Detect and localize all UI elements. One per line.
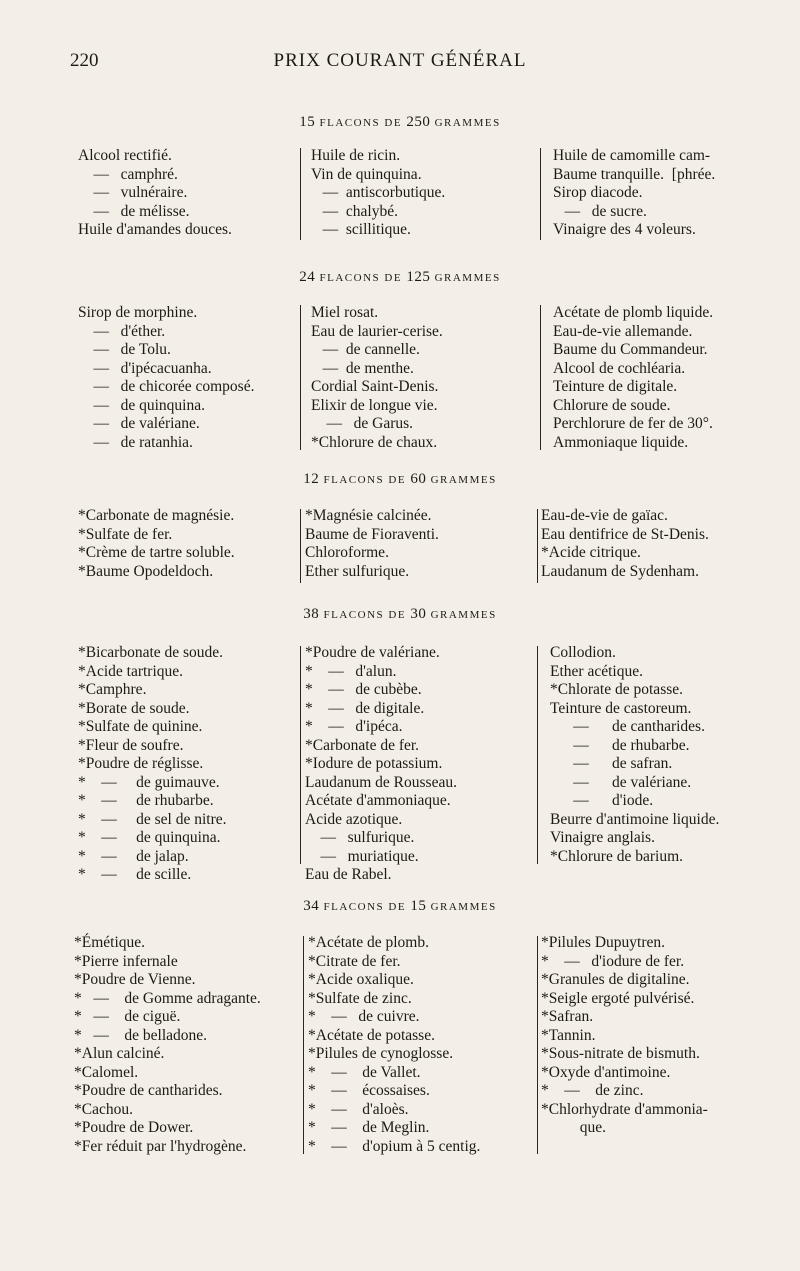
list-item: *Chlorure de barium.	[550, 847, 684, 865]
list-item: *Cachou.	[74, 1100, 133, 1118]
list-item: Elixir de longue vie.	[311, 396, 438, 414]
section-column-3	[550, 644, 719, 866]
list-item: *Chlorate de potasse.	[550, 681, 684, 698]
list-item: *Sulfate de zinc.	[308, 989, 412, 1007]
list-item: Eau-de-vie allemande.	[553, 322, 693, 340]
list-item: * — de cubèbe.	[305, 681, 422, 698]
list-item: *Oxyde d'antimoine.	[541, 1063, 671, 1081]
list-item: * — de digitale.	[305, 699, 425, 717]
list-item: — d'éther.	[78, 322, 166, 340]
list-item: — de valériane.	[78, 415, 200, 432]
list-item: — vulnéraire.	[78, 184, 188, 201]
column-rule	[537, 936, 538, 1154]
list-item: Laudanum de Rousseau.	[305, 773, 457, 791]
section-unit: GRAMMES	[430, 901, 497, 913]
section-column-2	[305, 507, 439, 581]
list-item: *Iodure de potassium.	[305, 755, 443, 772]
list-item: * — de zinc.	[541, 1082, 644, 1099]
list-item: Eau dentifrice de St-Denis.	[541, 525, 709, 543]
section-count: 15	[299, 114, 316, 130]
list-item: * — de quinquina.	[78, 829, 221, 846]
list-item: * — de scille.	[78, 866, 192, 883]
section-count: 24	[299, 269, 316, 285]
list-item: — de sucre.	[553, 202, 647, 220]
list-item: *Fer réduit par l'hydrogène.	[74, 1137, 247, 1155]
list-item: *Sulfate de fer.	[78, 525, 173, 543]
section-heading	[0, 606, 800, 623]
section-column-1	[78, 507, 235, 581]
list-item: — scillitique.	[311, 221, 411, 238]
list-item: *Poudre de Dower.	[74, 1119, 194, 1136]
column-rule	[300, 148, 301, 240]
list-item: Eau-de-vie de gaïac.	[541, 507, 668, 524]
section-heading	[0, 471, 800, 488]
section-heading	[0, 269, 800, 286]
section-column-3	[541, 934, 708, 1138]
column-rule	[300, 646, 301, 864]
list-item: — de Tolu.	[78, 341, 171, 358]
list-item: Vinaigre des 4 voleurs.	[553, 221, 696, 238]
list-item: * — de guimauve.	[78, 773, 220, 791]
section-column-1	[74, 934, 261, 1156]
section-word: FLACONS DE	[323, 609, 407, 621]
list-item: *Acide oxalique.	[308, 971, 414, 988]
list-item: * — écossaises.	[308, 1082, 430, 1099]
list-item: * — d'opium à 5 centig.	[308, 1137, 481, 1155]
list-item: Vinaigre anglais.	[550, 829, 655, 846]
list-item: — muriatique.	[305, 847, 419, 865]
list-item: Collodion.	[550, 644, 616, 661]
section-word: FLACONS DE	[319, 272, 403, 284]
list-item: * — de cuivre.	[308, 1008, 420, 1025]
list-item: *Granules de digitaline.	[541, 971, 690, 988]
list-item: *Carbonate de fer.	[305, 736, 420, 754]
list-item: Baume de Fioraventi.	[305, 525, 439, 543]
running-title: PRIX COURANT GÉNÉRAL	[273, 50, 527, 71]
list-item: *Acétate de potasse.	[308, 1026, 435, 1044]
section-qty: 30	[410, 606, 427, 622]
section-column-2	[308, 934, 480, 1156]
list-item: — d'ipécacuanha.	[78, 359, 212, 377]
section-qty: 250	[406, 114, 431, 130]
section-unit: GRAMMES	[434, 117, 501, 129]
page-header	[70, 50, 730, 80]
list-item: *Poudre de valériane.	[305, 644, 440, 661]
section-unit: GRAMMES	[430, 474, 497, 486]
column-rule	[540, 305, 541, 450]
list-item: Huile de ricin.	[311, 147, 401, 164]
list-item: Teinture de digitale.	[553, 378, 678, 395]
list-item: — antiscorbutique.	[311, 184, 446, 201]
list-item: Sirop diacode.	[553, 184, 643, 201]
section-column-1	[78, 304, 254, 452]
list-item: *Borate de soude.	[78, 699, 190, 717]
page-number: 220	[70, 50, 99, 71]
list-item: Huile de camomille cam-	[553, 147, 711, 164]
list-item: Teinture de castoreum.	[550, 699, 692, 717]
list-item: — de cantharides.	[550, 718, 705, 735]
list-item: Baume du Commandeur.	[553, 341, 708, 358]
list-item: — sulfurique.	[305, 829, 415, 846]
section-qty: 60	[410, 471, 427, 487]
list-item: *Poudre de Vienne.	[74, 971, 196, 988]
list-item: * — de ciguë.	[74, 1008, 181, 1025]
list-item: Chlorure de soude.	[553, 396, 671, 414]
list-item: *Seigle ergoté pulvérisé.	[541, 989, 695, 1007]
list-item: * — de Gomme adragante.	[74, 989, 261, 1007]
list-item: Acétate d'ammoniaque.	[305, 792, 451, 809]
list-item: — camphré.	[78, 165, 178, 183]
list-item: Alcool rectifié.	[78, 147, 172, 164]
section-qty: 125	[406, 269, 431, 285]
list-item: * — de rhubarbe.	[78, 792, 214, 809]
column-rule	[537, 646, 538, 864]
list-item: que.	[541, 1119, 607, 1136]
section-count: 12	[303, 471, 320, 487]
list-item: Miel rosat.	[311, 304, 379, 321]
list-item: *Pilules Dupuytren.	[541, 934, 665, 951]
list-item: *Chlorhydrate d'ammonia-	[541, 1100, 708, 1118]
list-item: — de cannelle.	[311, 341, 420, 358]
section-word: FLACONS DE	[323, 474, 407, 486]
list-item: Ammoniaque liquide.	[553, 433, 689, 451]
section-column-3	[553, 304, 713, 452]
list-item: *Sous-nitrate de bismuth.	[541, 1045, 700, 1062]
list-item: * — de belladone.	[74, 1026, 208, 1044]
column-rule	[537, 509, 538, 583]
list-item: *Carbonate de magnésie.	[78, 507, 235, 524]
list-item: * — de sel de nitre.	[78, 810, 227, 828]
list-item: *Poudre de réglisse.	[78, 755, 204, 772]
list-item: — de Garus.	[311, 415, 414, 432]
list-item: *Magnésie calcinée.	[305, 507, 432, 524]
section-unit: GRAMMES	[430, 609, 497, 621]
list-item: *Tannin.	[541, 1026, 596, 1044]
list-item: *Fleur de soufre.	[78, 736, 184, 754]
list-item: — de chicorée composé.	[78, 378, 255, 395]
list-item: Acétate de plomb liquide.	[553, 304, 714, 321]
list-item: — de ratanhia.	[78, 433, 193, 451]
list-item: Ether sulfurique.	[305, 562, 410, 580]
list-item: *Pilules de cynoglosse.	[308, 1045, 454, 1062]
list-item: Perchlorure de fer de 30°.	[553, 415, 713, 432]
list-item: *Émétique.	[74, 934, 146, 951]
list-item: * — d'ipéca.	[305, 718, 403, 735]
column-rule	[300, 305, 301, 450]
list-item: Alcool de cochléaria.	[553, 359, 686, 377]
section-column-2	[311, 304, 443, 452]
list-item: Eau de laurier-cerise.	[311, 322, 443, 340]
list-item: *Camphre.	[78, 681, 147, 698]
section-unit: GRAMMES	[434, 272, 501, 284]
list-item: *Citrate de fer.	[308, 952, 401, 970]
list-item: Acide azotique.	[305, 810, 403, 828]
section-column-3	[541, 507, 709, 581]
section-heading	[0, 114, 800, 131]
list-item: *Calomel.	[74, 1063, 139, 1081]
section-column-2	[311, 147, 445, 240]
list-item: — de menthe.	[311, 359, 414, 377]
section-count: 34	[303, 898, 320, 914]
list-item: — chalybé.	[311, 202, 398, 220]
list-item: — de quinquina.	[78, 396, 205, 414]
list-item: Beurre d'antimoine liquide.	[550, 810, 720, 828]
list-item: *Acétate de plomb.	[308, 934, 429, 951]
list-item: *Poudre de cantharides.	[74, 1082, 223, 1099]
column-rule	[540, 148, 541, 240]
list-item: Ether acétique.	[550, 662, 643, 680]
list-item: Eau de Rabel.	[305, 866, 392, 883]
list-item: *Crème de tartre soluble.	[78, 544, 235, 561]
list-item: Huile d'amandes douces.	[78, 221, 232, 238]
list-item: * — de jalap.	[78, 847, 189, 865]
list-item: Laudanum de Sydenham.	[541, 562, 699, 580]
list-item: * — d'alun.	[305, 662, 397, 680]
column-rule	[303, 936, 304, 1154]
list-item: — de mélisse.	[78, 202, 190, 220]
list-item: Baume tranquille. [phrée.	[553, 165, 716, 183]
list-item: *Bicarbonate de soude.	[78, 644, 224, 661]
list-item: *Baume Opodeldoch.	[78, 562, 214, 580]
list-item: *Safran.	[541, 1008, 594, 1025]
list-item: * — de Meglin.	[308, 1119, 430, 1136]
list-item: * — d'aloès.	[308, 1100, 409, 1118]
list-item: * — de Vallet.	[308, 1063, 421, 1081]
section-qty: 15	[410, 898, 427, 914]
section-count: 38	[303, 606, 320, 622]
list-item: *Chlorure de chaux.	[311, 433, 438, 451]
list-item: *Sulfate de quinine.	[78, 718, 203, 735]
section-column-1	[78, 644, 227, 885]
list-item: *Acide tartrique.	[78, 662, 184, 680]
list-item: *Pierre infernale	[74, 952, 178, 970]
column-rule	[300, 509, 301, 583]
list-item: *Alun calciné.	[74, 1045, 165, 1062]
list-item: Vin de quinquina.	[311, 165, 422, 183]
list-item: Chloroforme.	[305, 544, 389, 561]
section-column-1	[78, 147, 232, 240]
section-column-3	[553, 147, 715, 240]
list-item: — de safran.	[550, 755, 673, 772]
section-word: FLACONS DE	[319, 117, 403, 129]
section-heading	[0, 898, 800, 915]
list-item: — de rhubarbe.	[550, 736, 690, 754]
list-item: — d'iode.	[550, 792, 654, 809]
list-item: — de valériane.	[550, 773, 692, 791]
section-column-2	[305, 644, 457, 885]
list-item: *Acide citrique.	[541, 544, 641, 561]
list-item: Cordial Saint-Denis.	[311, 378, 439, 395]
list-item: Sirop de morphine.	[78, 304, 198, 321]
section-word: FLACONS DE	[323, 901, 407, 913]
list-item: * — d'iodure de fer.	[541, 952, 685, 970]
